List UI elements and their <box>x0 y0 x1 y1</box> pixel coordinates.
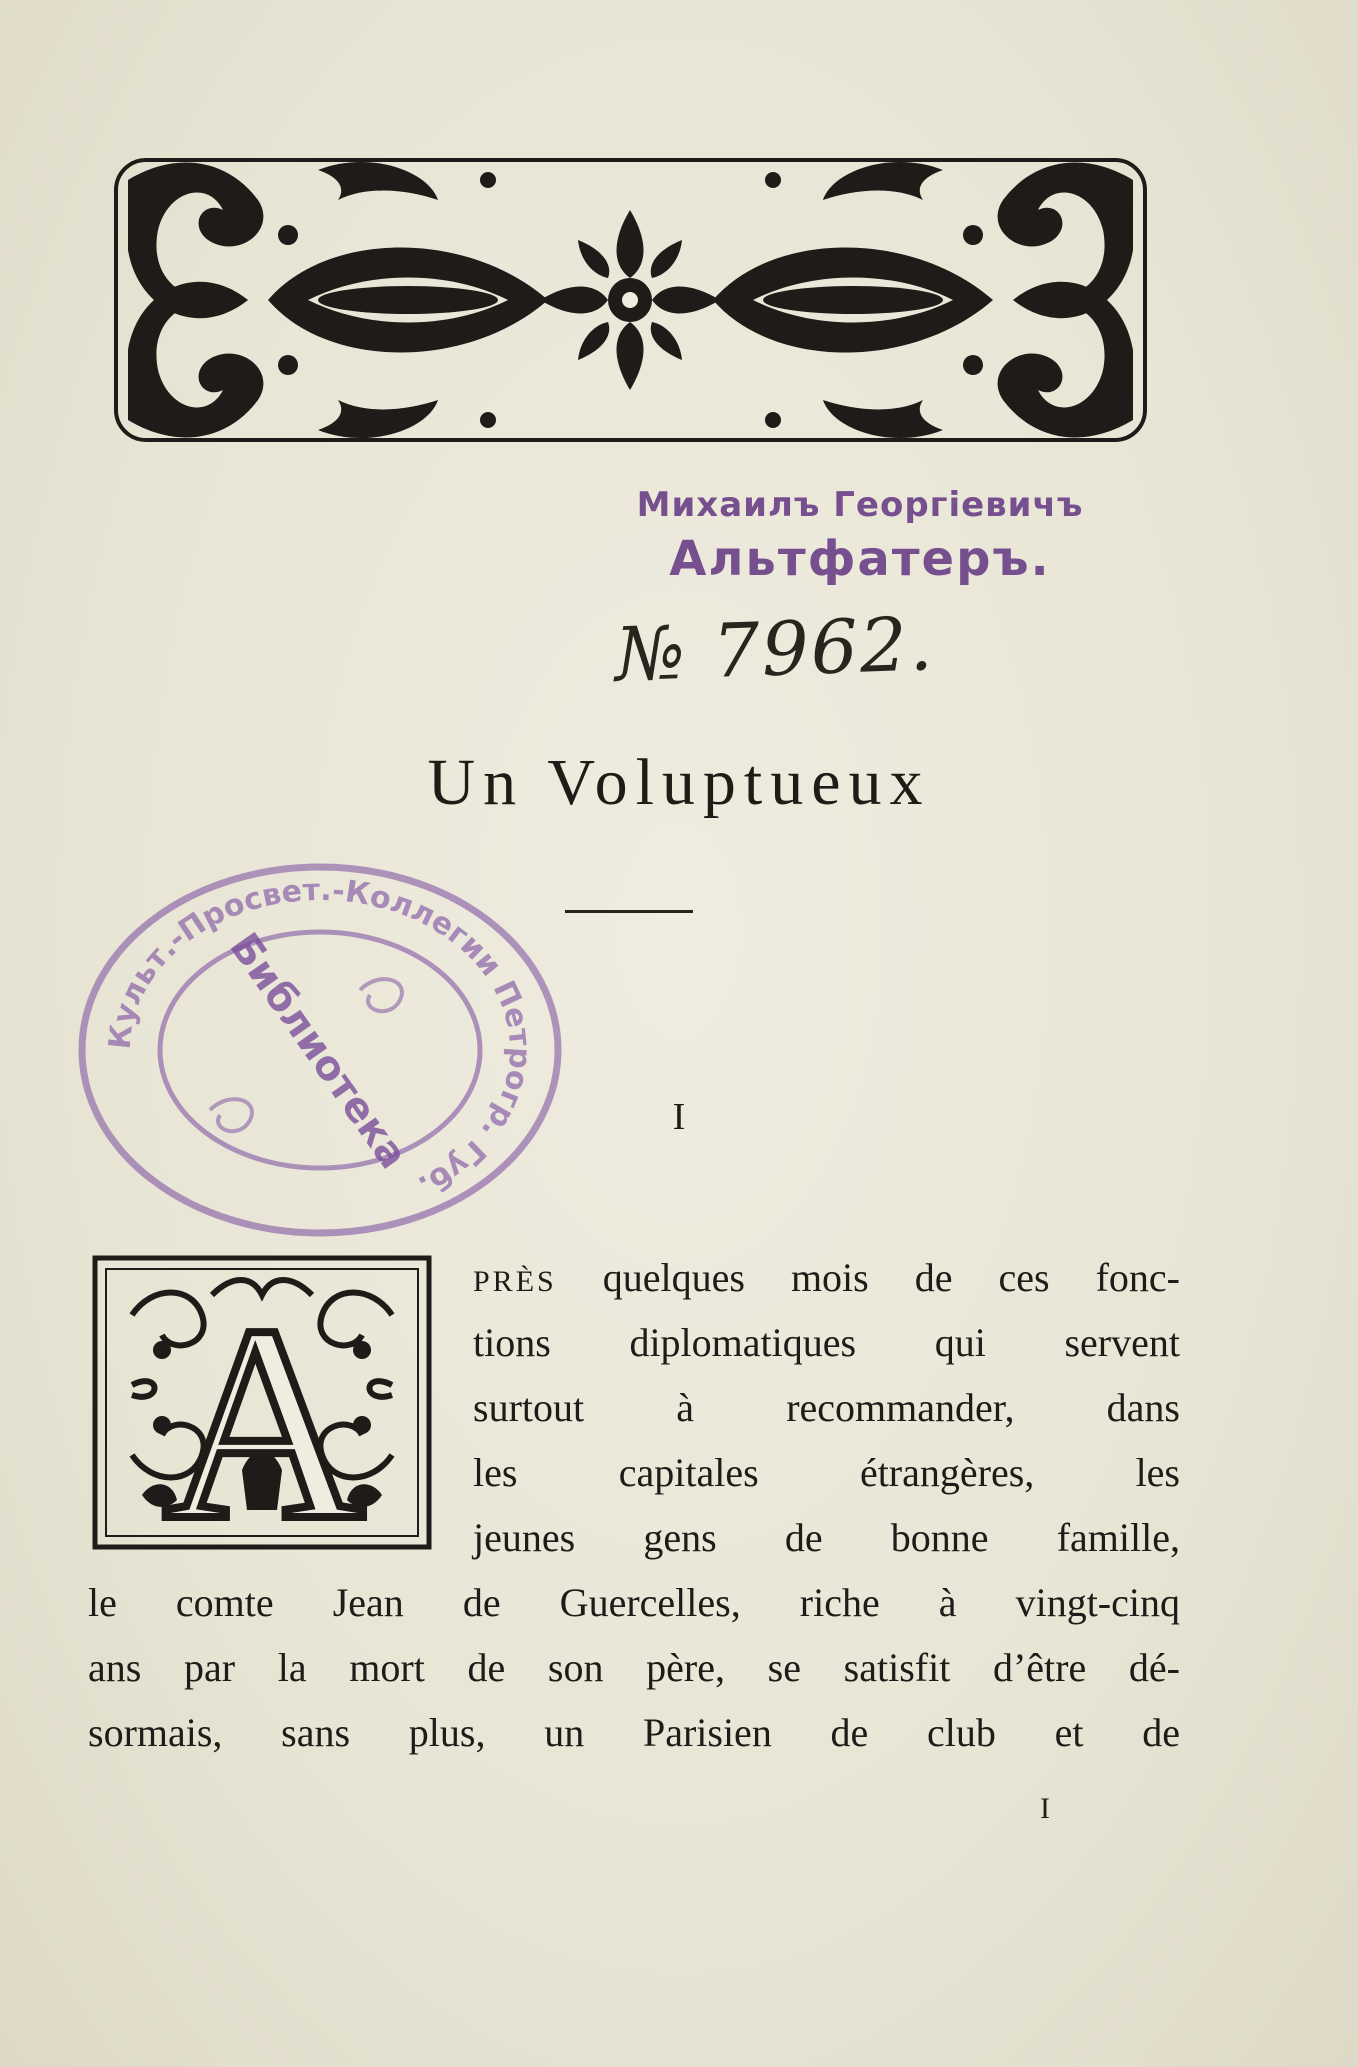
text-line-7: ans par la mort de son père, se satisfit d’être dé- <box>88 1645 1180 1690</box>
owner-stamp <box>600 485 1120 587</box>
owner-stamp-line1: Михаилъ Георгiевичъ <box>636 485 1084 525</box>
library-stamp-center-text: Библиотека <box>220 925 417 1178</box>
title-rule <box>565 910 693 913</box>
text-line-3: surtout à recommander, dans <box>473 1385 1180 1430</box>
chapter-number: I <box>672 1096 686 1138</box>
text-line-5: jeunes gens de bonne famille, <box>473 1515 1180 1560</box>
dropcap-letter: A <box>162 1267 366 1550</box>
owner-stamp-line2: Альтфатеръ. <box>669 531 1051 587</box>
text-line-4: les capitales étrangères, les <box>473 1450 1180 1495</box>
library-stamp <box>70 850 570 1240</box>
handwritten-inventory-number: № 7962. <box>613 601 936 699</box>
page-folio: I <box>1040 1792 1050 1825</box>
text-line <box>473 1245 1180 1314</box>
ornamental-headpiece <box>108 140 1153 460</box>
library-stamp-ring-text: Культ.-Просвет.-Коллегии Петрогр. Губ. <box>102 872 538 1204</box>
text-line-6: le comte Jean de Guercelles, riche à vingt-cinq <box>88 1580 1180 1625</box>
page-title: Un Voluptueux <box>427 746 931 819</box>
text-line-1: quelques mois de ces fonc- <box>556 1255 1180 1300</box>
first-word-smallcaps: PRÈS <box>473 1265 557 1298</box>
text-line-2: tions diplomatiques qui servent <box>473 1320 1180 1365</box>
decorated-dropcap-a <box>92 1255 432 1550</box>
text-line-8: sormais, sans plus, un Parisien de club et de <box>88 1710 1180 1755</box>
